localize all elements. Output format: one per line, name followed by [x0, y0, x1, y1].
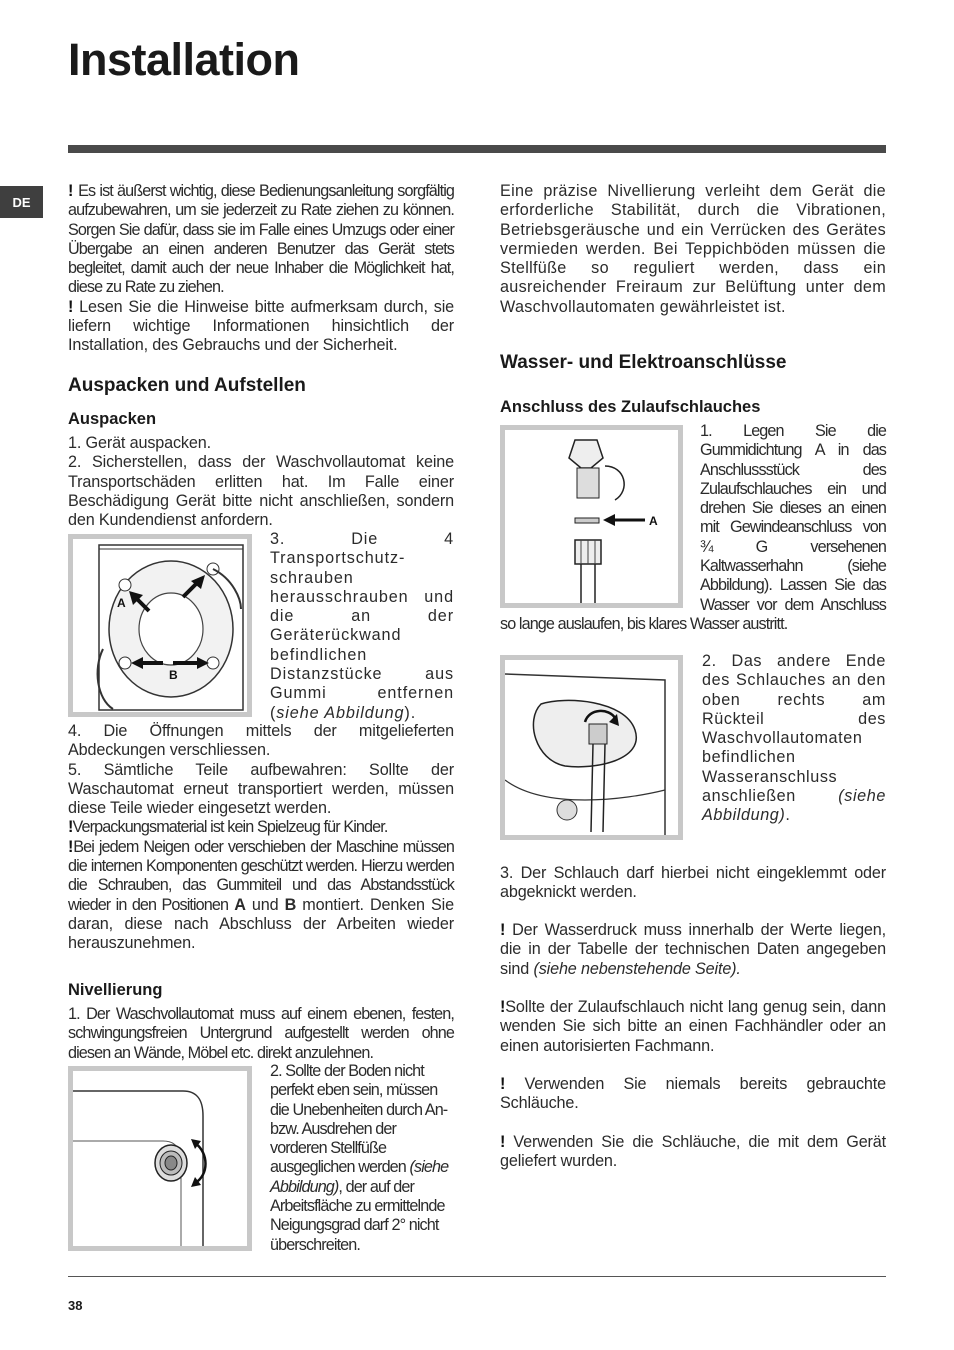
figure-back-connection [500, 655, 683, 840]
inlet-step-1-text: 1. Legen Sie die Gummidichtung A in das Anschlussstück des Zulaufschlauches ein und drehen Sie dieses an einen mit Gewindeanschluss von ¾ G versehenen Kaltwasserhahn (siehe Abbildung). Lassen Sie das Wasser vor dem Anschluss so lange auslaufen, bis klares Wasser austritt. [500, 422, 886, 633]
warning-used-hoses [500, 1075, 886, 1114]
warning-packaging: Verpackungsmaterial ist kein Spielzeug für Kinder. [72, 818, 388, 837]
footer-rule [68, 1276, 886, 1277]
unpack-step-1: 1. Gerät auspacken. [68, 434, 211, 452]
level-step-1: 1. Der Waschvollautomat muss auf einem ebenen, festen, schwingungsfreien Untergrund aufgestellt werden ohne diesen an Wände, Möbel etc. direkt anzulehnen. [68, 1005, 454, 1062]
page-number: 38 [68, 1298, 83, 1313]
exclamation-icon: ! [500, 1133, 506, 1151]
inlet-step-1 [500, 422, 886, 634]
unpack-step-3 [270, 530, 454, 723]
intro-text-1: Es ist äußerst wichtig, diese Bedienungsanleitung sorgfältig aufzubewahren, um sie jederzeit zu Rate ziehen zu können. Sorgen Sie dafür, dass sie im Falle eines Umzugs oder einer Übergabe an einen anderen Benutzer das Gerät stets begleitet, damit auch der neue Inhaber die Möglichkeit hat, diese zu Rate zu ziehen. [68, 182, 454, 297]
exclamation-icon: ! [500, 921, 506, 939]
warning-pressure [500, 921, 886, 979]
intro-note-1 [68, 182, 454, 356]
back-connection-illustration [505, 660, 678, 835]
inlet-step-2-end: . [785, 806, 791, 825]
machine-back-illustration [73, 539, 247, 712]
unpack-step-3-ref: siehe Abbildung [276, 703, 405, 722]
warning-tilt: Bei jedem Neigen oder verschieben der Maschine müssen die internen Komponenten geschützt werden. Hierzu werden die Schrauben, das Gummiteil und das Abstandsstück wieder in den Positionen [68, 837, 454, 914]
exclamation-icon: ! [500, 998, 506, 1016]
warning-length-text: Sollte der Zulaufschlauch nicht lang genug sein, dann wenden Sie sich bitte an einen Fachhändler oder an einen autorisierten Fachmann. [500, 998, 886, 1055]
inlet-step-3: 3. Der Schlauch darf hierbei nicht eingeklemmt oder abgeknickt werden. [500, 864, 886, 902]
figure-label-b: B [169, 668, 178, 682]
level-continued: Eine präzise Nivellierung verleiht dem Gerät die erforderliche Stabilität, durch die Vibrationen, Betriebsgeräusche und ein Verrücken des Gerätes vermieden werden. Bei Teppichböden müssen die Stellfüße so reguliert werden, dass ein ausreichender Freiraum zur Belüftung unter dem Waschvollautomaten gewährleistet ist. [500, 182, 886, 316]
inlet-step-2 [702, 652, 886, 826]
warning-length [500, 998, 886, 1056]
warning-used-hoses-text: Verwenden Sie niemals bereits gebrauchte Schläuche. [500, 1075, 886, 1113]
position-a: A [234, 895, 246, 914]
figure-label-a: A [649, 514, 658, 528]
subheading-auspacken: Auspacken [68, 410, 157, 428]
figure-levelling-foot [68, 1066, 252, 1251]
subheading-inlet: Anschluss des Zulaufschlauches [500, 398, 761, 416]
levelling-foot-illustration [73, 1071, 247, 1246]
warning-supplied-hoses [500, 1133, 886, 1172]
level-step-2 [270, 1062, 454, 1255]
level-step-2-ref: (siehe Abbildung) [270, 1158, 449, 1196]
title-rule [68, 145, 886, 153]
exclamation-icon: ! [500, 1075, 506, 1093]
inlet-step-2-text: 2. Das andere Ende des Schlauches an den oben rechts am Rückteil des Waschvollautomaten befindlichen Wasseranschluss anschließen [702, 652, 886, 806]
warning-pressure-text: Der Wasserdruck muss innerhalb der Werte liegen, die in der Tabelle der technischen Daten angegeben sind [500, 921, 886, 978]
warning-pressure-ref: (siehe nebenstehende Seite). [533, 959, 741, 978]
unpack-steps [68, 434, 454, 530]
warning-tilt-and: und [251, 895, 279, 914]
exclamation-icon: ! [68, 182, 74, 200]
section-heading-water: Wasser- und Elektroanschlüsse [500, 352, 787, 373]
section-heading-unpack: Auspacken und Aufstellen [68, 375, 306, 396]
figure-machine-back [68, 534, 252, 717]
warning-tilt-end: montiert. Denken Sie daran, diese nach Abschluss der Arbeiten wieder herauszunehmen. [68, 895, 454, 953]
level-step-2-text: 2. Sollte der Boden nicht perfekt eben sein, müssen die Unebenheiten durch An- bzw. Ausdrehen der vorderen Stellfüße ausgeglichen werden [270, 1062, 448, 1177]
unpack-step-2: 2. Sicherstellen, dass der Waschvollautomat keine Transportschäden erlitten hat. Im Falle einer Beschädigung Gerät bitte nicht anschließen, sondern den Kundendienst anfordern. [68, 453, 454, 530]
unpack-step-4: 4. Die Öffnungen mittels der mitgelieferten Abdeckungen verschliessen. [68, 722, 454, 760]
unpack-steps-continued [68, 722, 454, 954]
exclamation-icon: ! [68, 297, 74, 316]
level-step-2-end: , der auf der Arbeitsfläche zu ermittelnde Neigungsgrad darf 2° nicht überschreiten. [270, 1177, 445, 1254]
exclamation-icon: ! [68, 837, 74, 856]
intro-text-2: Lesen Sie die Hinweise bitte aufmerksam durch, sie liefern wichtige Informationen hinsichtlich der Installation, des Gebrauchs und der Sicherheit. [68, 297, 454, 355]
subheading-nivellierung: Nivellierung [68, 981, 163, 999]
language-tab: DE [0, 186, 43, 218]
page-title: Installation [68, 34, 300, 85]
unpack-step-3-text: 3. Die 4 Transportschutz-schrauben herausschrauben und die an der Geräterückwand befindlichen Distanzstücke aus Gummi entfernen ( [270, 530, 454, 722]
inlet-step-2-ref: (siehe Abbildung) [702, 787, 886, 825]
position-b: B [284, 895, 297, 914]
unpack-step-5: 5. Sämtliche Teile aufbewahren: Sollte der Waschautomat erneut transportiert werden, müssen diese Teile wieder eingesetzt werden. [68, 760, 454, 818]
figure-label-a: A [117, 596, 126, 610]
warning-supplied-hoses-text: Verwenden Sie die Schläuche, die mit dem Gerät geliefert wurden. [500, 1133, 886, 1171]
exclamation-icon: ! [68, 818, 73, 837]
unpack-step-3-end: ). [404, 703, 417, 722]
